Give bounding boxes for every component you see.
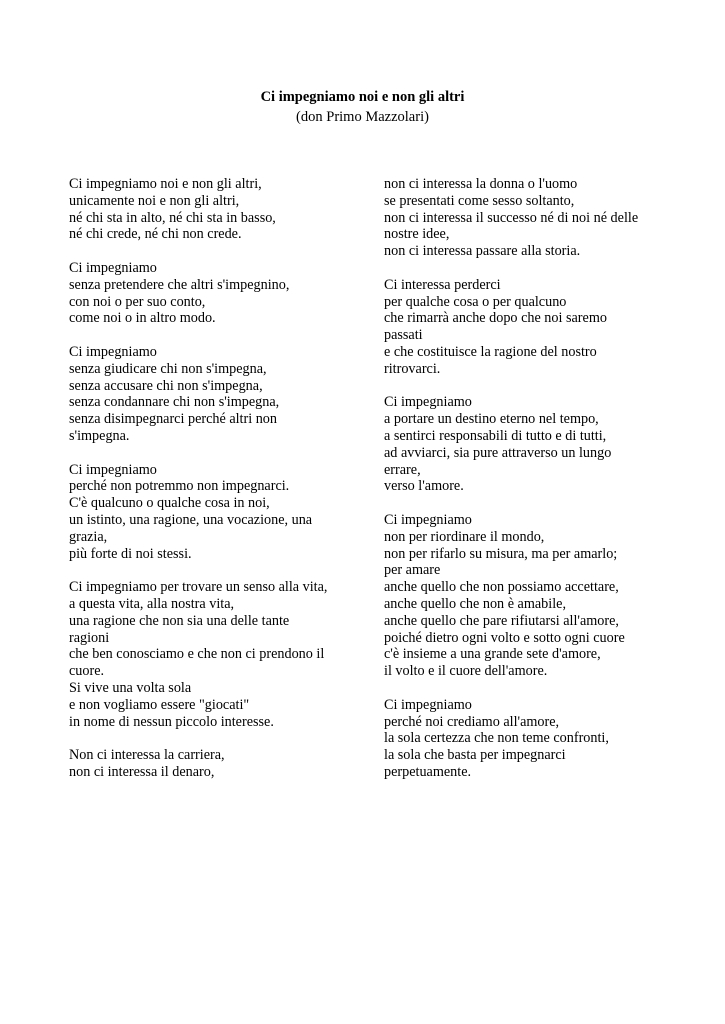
poem-line: anche quello che non è amabile, bbox=[384, 595, 566, 612]
poem-line: Ci impegniamo bbox=[384, 511, 472, 528]
poem-line: unicamente noi e non gli altri, bbox=[69, 192, 240, 209]
poem-line: Ci impegniamo bbox=[69, 461, 157, 478]
poem-line: Ci impegniamo bbox=[69, 343, 157, 360]
stanza bbox=[69, 260, 359, 327]
poem-line: Ci interessa perderci bbox=[384, 276, 501, 293]
poem-line: ragioni bbox=[69, 629, 110, 646]
poem-line: il volto e il cuore dell'amore. bbox=[384, 663, 548, 680]
stanza bbox=[69, 747, 359, 781]
stanza bbox=[69, 579, 359, 730]
poem-line: ad avviarci, sia pure attraverso un lungo bbox=[384, 444, 612, 461]
stanza bbox=[384, 512, 674, 680]
stanza bbox=[384, 697, 674, 781]
poem-line: errare, bbox=[384, 461, 421, 478]
poem-line: nostre idee, bbox=[384, 226, 450, 243]
poem-line: in nome di nessun piccolo interesse. bbox=[69, 713, 274, 730]
poem-line: se presentati come sesso soltanto, bbox=[384, 192, 575, 209]
poem-line: Ci impegniamo noi e non gli altri, bbox=[69, 176, 262, 192]
poem-line: Ci impegniamo bbox=[384, 696, 472, 713]
poem-line: c'è insieme a una grande sete d'amore, bbox=[384, 646, 601, 663]
poem-line: poiché dietro ogni volto e sotto ogni cuore bbox=[384, 629, 625, 646]
poem-line: la sola certezza che non teme confronti, bbox=[384, 730, 609, 747]
poem-line: verso l'amore. bbox=[384, 478, 464, 495]
poem-line: non ci interessa la donna o l'uomo bbox=[384, 176, 578, 192]
poem-line: a questa vita, alla nostra vita, bbox=[69, 595, 235, 612]
poem-line: perpetuamente. bbox=[384, 763, 472, 780]
stanza bbox=[69, 462, 359, 563]
stanza bbox=[384, 394, 674, 495]
poem-line: non ci interessa passare alla storia. bbox=[384, 243, 581, 260]
poem-title: Ci impegniamo noi e non gli altri bbox=[260, 89, 465, 105]
poem-line: cuore. bbox=[69, 663, 105, 680]
poem-line: per amare bbox=[384, 562, 441, 579]
poem-line: Ci impegniamo per trovare un senso alla vita, bbox=[69, 579, 328, 596]
poem-line: senza disimpegnarci perché altri non bbox=[69, 411, 277, 428]
poem-line: senza condannare chi non s'impegna, bbox=[69, 394, 280, 411]
poem-line: per qualche cosa o per qualcuno bbox=[384, 293, 567, 310]
poem-line: né chi sta in alto, né chi sta in basso, bbox=[69, 209, 276, 226]
stanza bbox=[384, 176, 674, 260]
poem-author: (don Primo Mazzolari) bbox=[296, 109, 429, 125]
poem-line: non ci interessa il successo né di noi né delle bbox=[384, 209, 639, 226]
poem-line: una ragione che non sia una delle tante bbox=[69, 612, 290, 629]
poem-line: e non vogliamo essere "giocati" bbox=[69, 696, 250, 713]
poem-line: Ci impegniamo bbox=[384, 394, 472, 411]
poem-line: C'è qualcuno o qualche cosa in noi, bbox=[69, 495, 270, 512]
poem-line: né chi crede, né chi non crede. bbox=[69, 226, 242, 243]
stanza bbox=[69, 176, 359, 243]
poem-line: perché noi crediamo all'amore, bbox=[384, 713, 560, 730]
right-column bbox=[384, 176, 674, 797]
poem-line: anche quello che pare rifiutarsi all'amore, bbox=[384, 612, 619, 629]
poem-line: la sola che basta per impegnarci bbox=[384, 747, 566, 764]
poem-line: ritrovarci. bbox=[384, 360, 441, 377]
poem-line: Si vive una volta sola bbox=[69, 679, 192, 696]
poem-line: senza accusare chi non s'impegna, bbox=[69, 377, 263, 394]
poem-line: a sentirci responsabili di tutto e di tutti, bbox=[384, 427, 607, 444]
poem-line: non ci interessa il denaro, bbox=[69, 763, 215, 780]
poem-line: che ben conosciamo e che non ci prendono il bbox=[69, 646, 325, 663]
poem-line: grazia, bbox=[69, 528, 108, 545]
poem-line: non per riordinare il mondo, bbox=[384, 528, 545, 545]
poem-line: come noi o in altro modo. bbox=[69, 310, 216, 327]
poem-line: non per rifarlo su misura, ma per amarlo; bbox=[384, 545, 618, 562]
poem-line: più forte di noi stessi. bbox=[69, 545, 192, 562]
poem-line: passati bbox=[384, 327, 423, 344]
poem-line: senza giudicare chi non s'impegna, bbox=[69, 360, 267, 377]
poem-line: senza pretendere che altri s'impegnino, bbox=[69, 276, 290, 293]
poem-line: perché non potremmo non impegnarci. bbox=[69, 478, 290, 495]
stanza bbox=[384, 277, 674, 378]
poem-line: s'impegna. bbox=[69, 427, 130, 444]
stanza bbox=[69, 344, 359, 445]
poem-line: a portare un destino eterno nel tempo, bbox=[384, 411, 599, 428]
poem-line: che rimarrà anche dopo che noi saremo bbox=[384, 310, 607, 327]
poem-line: e che costituisce la ragione del nostro bbox=[384, 343, 597, 360]
poem-line: Ci impegniamo bbox=[69, 259, 157, 276]
poem-line: Non ci interessa la carriera, bbox=[69, 747, 225, 764]
poem-line: con noi o per suo conto, bbox=[69, 293, 206, 310]
left-column bbox=[69, 176, 359, 797]
poem-line: un istinto, una ragione, una vocazione, una bbox=[69, 511, 313, 528]
poem-line: anche quello che non possiamo accettare, bbox=[384, 579, 619, 596]
